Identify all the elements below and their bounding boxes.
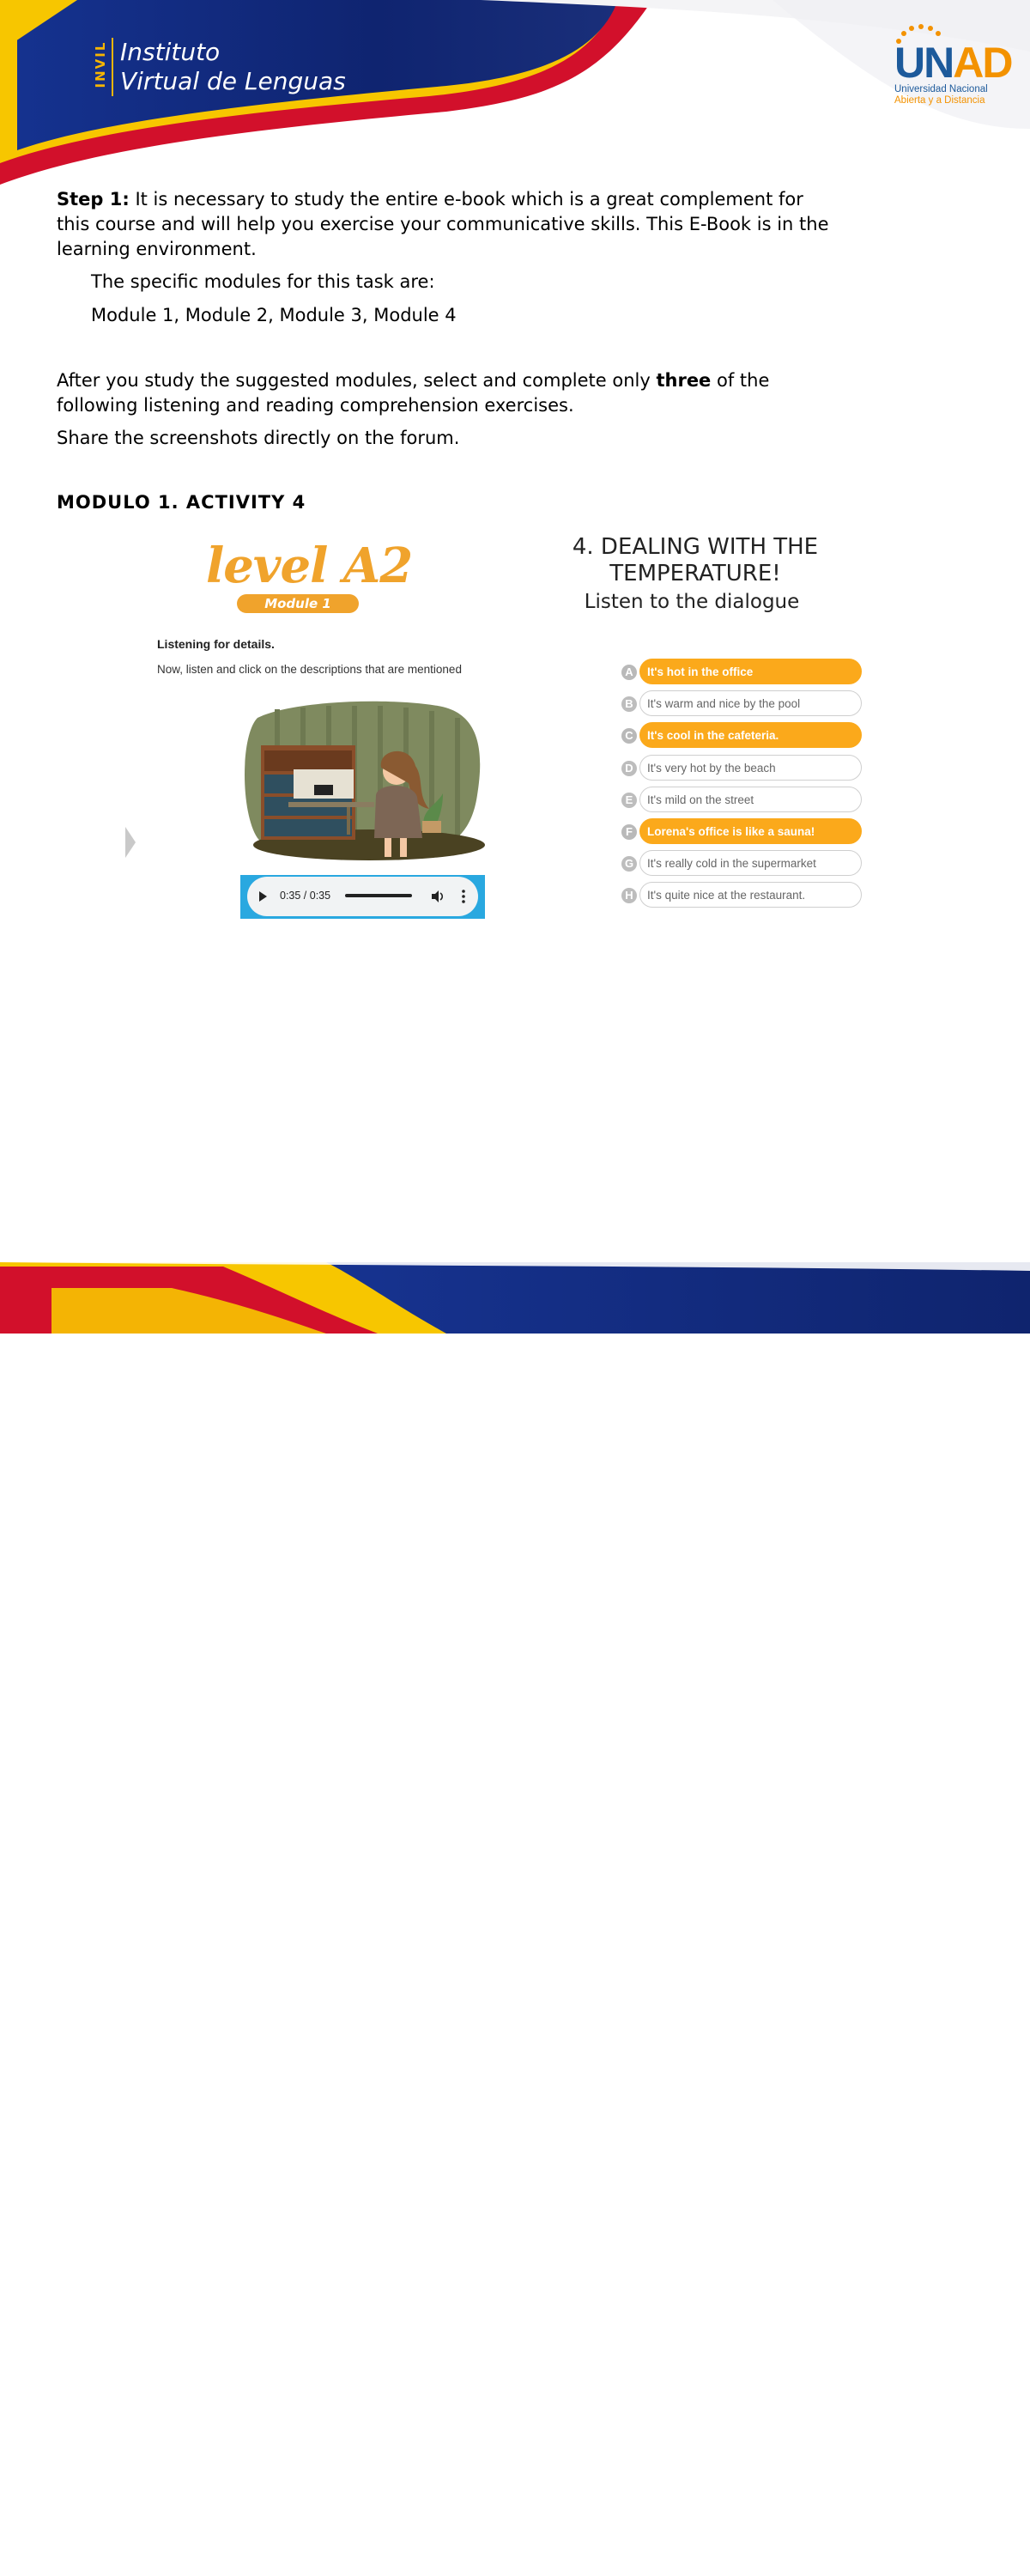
share-instruction: Share the screenshots directly on the forum. xyxy=(57,428,460,448)
play-icon[interactable] xyxy=(259,891,267,902)
option-letter: F xyxy=(621,824,637,840)
invil-divider xyxy=(112,38,113,96)
emphasis-three: three xyxy=(656,370,712,391)
more-options-icon[interactable] xyxy=(460,889,467,904)
option-h[interactable] xyxy=(621,882,863,909)
option-e[interactable] xyxy=(621,787,863,814)
header-banner xyxy=(0,0,1030,185)
option-text[interactable]: It's very hot by the beach xyxy=(639,755,862,781)
modules-intro: The specific modules for this task are: xyxy=(91,271,435,292)
footer-banner xyxy=(0,1262,1030,2570)
step1-text: It is necessary to study the entire e-book which is a great complement for this course and will help you exercise your communicative skills. This E-Book is in the learning environment. xyxy=(57,189,829,259)
step1-label: Step 1: xyxy=(57,189,130,210)
option-text[interactable]: It's really cold in the supermarket xyxy=(639,850,862,876)
section-title: MODULO 1. ACTIVITY 4 xyxy=(57,492,306,513)
footer-swoosh-graphic xyxy=(0,1262,1030,1334)
option-letter: D xyxy=(621,761,637,776)
option-text[interactable]: It's hot in the office xyxy=(639,659,862,684)
footer-separator: // xyxy=(845,2553,854,2570)
footer-copyright-notice: Prohibida su reproducción y copia sin autorización de la UNAD xyxy=(575,2558,827,2568)
unad-subtitle-2: Abierta y a Distancia xyxy=(894,95,985,106)
office-illustration xyxy=(240,701,485,864)
audio-time: 0:35 / 0:35 xyxy=(280,890,331,902)
option-text[interactable]: It's quite nice at the restaurant. xyxy=(639,882,862,908)
previous-arrow-icon[interactable] xyxy=(125,827,136,858)
option-g[interactable] xyxy=(621,850,863,878)
activity-subtitle: Listen to the dialogue xyxy=(584,591,800,613)
activity-title: 4. DEALING WITH THE TEMPERATURE! xyxy=(572,534,819,586)
institute-name-line1: Instituto xyxy=(120,38,221,66)
option-text[interactable]: Lorena's office is like a sauna! xyxy=(639,818,862,844)
modules-list: Module 1, Module 2, Module 3, Module 4 xyxy=(91,305,457,325)
option-letter: C xyxy=(621,728,637,744)
listening-instruction: Now, listen and click on the descriptions that are mentioned xyxy=(157,663,462,676)
option-f[interactable] xyxy=(621,818,863,846)
listening-heading: Listening for details. xyxy=(157,637,275,651)
option-c[interactable] xyxy=(621,722,863,750)
invil-vertical-tag: INVIL xyxy=(93,40,108,88)
level-title: level A2 xyxy=(206,538,413,594)
volume-icon[interactable] xyxy=(430,889,445,904)
option-text[interactable]: It's mild on the street xyxy=(639,787,862,812)
option-b[interactable] xyxy=(621,690,863,718)
unad-subtitle-1: Universidad Nacional xyxy=(894,84,988,94)
institute-name-line2: Virtual de Lenguas xyxy=(120,67,346,95)
audio-progress-bar[interactable] xyxy=(345,894,412,897)
option-text[interactable]: It's cool in the cafeteria. xyxy=(639,722,862,748)
option-a[interactable] xyxy=(621,659,863,686)
module-badge: Module 1 xyxy=(237,594,359,613)
option-letter: H xyxy=(621,888,637,903)
option-text[interactable]: It's warm and nice by the pool xyxy=(639,690,862,716)
instructions-paragraph: After you study the suggested modules, select and complete only three of the following listening and reading comprehension exercises. xyxy=(57,370,770,416)
step1-paragraph xyxy=(57,187,829,262)
option-d[interactable] xyxy=(621,755,863,782)
option-letter: G xyxy=(621,856,637,872)
option-letter: A xyxy=(621,665,637,680)
unad-wordmark: UNAD xyxy=(894,39,1012,87)
option-letter: E xyxy=(621,793,637,808)
option-letter: B xyxy=(621,696,637,712)
unad-logo xyxy=(893,24,1012,110)
footer-rights: UNAD © 2020 derechos reservados. xyxy=(855,2558,1002,2568)
